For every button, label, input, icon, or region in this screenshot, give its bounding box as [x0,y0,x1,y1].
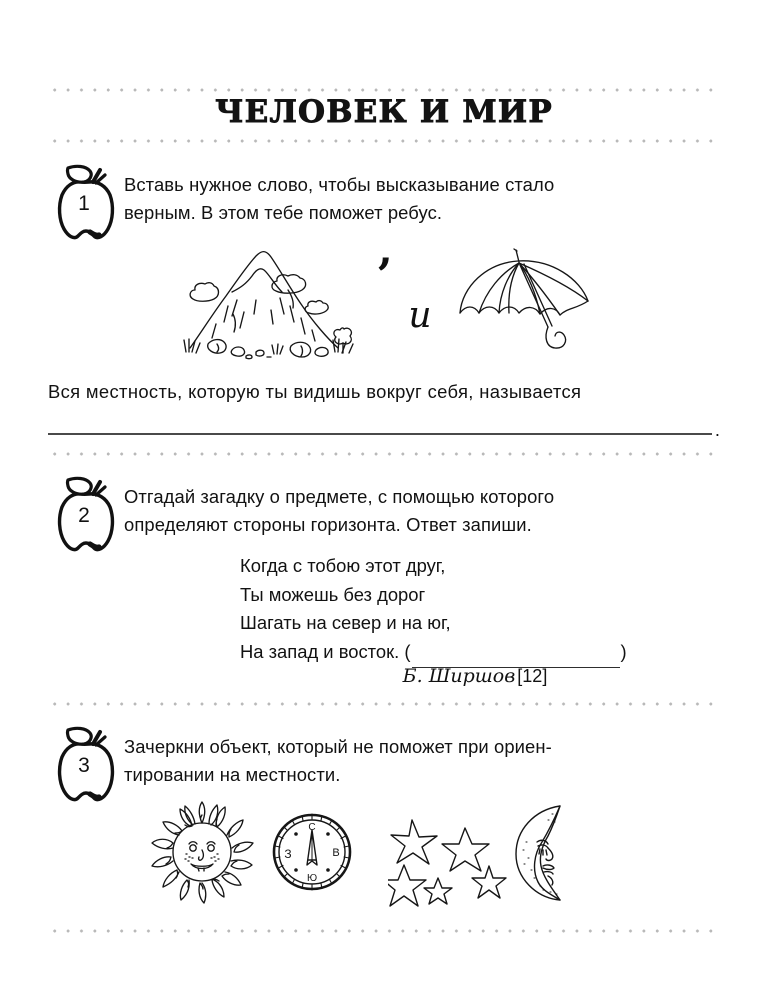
apple-badge-2 [48,474,124,556]
task-1-prompt [124,162,720,227]
riddle-line-2: Ты можешь без дорог [240,583,426,605]
riddle-author: Б. Ширшов [402,665,516,687]
task-2-prompt-line-2: определяют стороны горизонта. Ответ запиши. [124,514,532,535]
task-1 [48,162,720,244]
divider-task-1-2 [48,452,720,456]
riddle-attribution [240,665,744,687]
riddle-line-4 [240,638,627,667]
task-1-prompt-line-2: верным. В этом тебе поможет ребус. [124,202,443,223]
umbrella-drawing [448,245,598,365]
task-2-prompt-line-1: Отгадай загадку о предмете, с помощью которого [124,486,555,507]
riddle-line-4-before: На запад и восток. ( [240,640,411,662]
riddle-line-4-after: ) [620,640,627,662]
task-1-answer-line[interactable] [48,432,712,435]
task-2-prompt [124,474,720,539]
divider-under-title [48,139,720,143]
task-3 [48,724,720,806]
task-3-pictures [48,800,720,920]
apple-badge-1-number: 1 [78,192,90,215]
task-1-head [48,162,720,244]
task-3-prompt-line-2: тировании на местности. [124,764,341,785]
apple-badge-3-number: 3 [78,754,90,777]
task-3-prompt-line-1: Зачеркни объект, который не поможет при ориен- [124,736,552,757]
task-2-head [48,474,720,556]
compass-drawing[interactable] [270,810,354,894]
rebus-row [48,240,720,370]
task-1-prompt-line-1: Вставь нужное слово, чтобы высказывание стало [124,174,555,195]
compass-label-east: В [332,847,340,859]
page-title-text: ЧЕЛОВЕК И МИР [215,94,553,130]
riddle-line-1: Когда с тобою этот друг, [240,555,446,576]
apostrophe-mark: ’ [376,248,393,302]
mountain-drawing [170,240,370,370]
task-1-statement-period: . [714,419,720,440]
divider-top [48,88,720,92]
compass-label-west: З [284,847,292,861]
apple-badge-3 [48,724,124,806]
task-2 [48,474,720,556]
task-1-statement-text: Вся местность, которую ты видишь вокруг себя, называется [48,381,582,402]
divider-bottom [48,929,720,933]
rebus-conjunction: и [408,294,432,336]
page-title [0,94,768,130]
task-1-statement [48,378,720,440]
task-3-prompt [124,724,720,789]
task-2-riddle [240,552,710,666]
apple-badge-1 [48,162,124,244]
apple-badge-2-number: 2 [78,504,90,527]
sun-drawing[interactable] [143,800,261,905]
compass-label-south: Ю [306,873,318,884]
task-3-head [48,724,720,806]
riddle-line-3: Шагать на север и на юг, [240,612,451,633]
task-1-answer-row [48,419,720,440]
stars-drawing[interactable] [388,818,528,908]
compass-label-north: С [308,822,316,833]
divider-task-2-3 [48,702,720,706]
riddle-reference: [12] [517,666,548,686]
moon-drawing[interactable] [510,802,592,904]
